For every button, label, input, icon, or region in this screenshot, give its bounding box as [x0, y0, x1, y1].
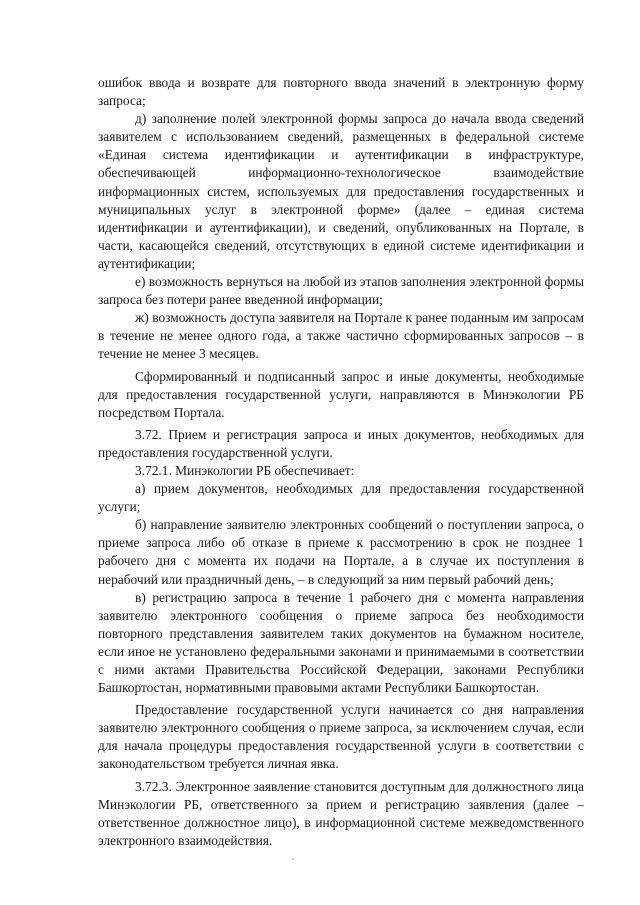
document-body	[98, 74, 584, 850]
paragraph-continuation: ошибок ввода и возврате для повторного ввода значений в электронную форму запроса;	[98, 75, 584, 109]
paragraph-item-a: а) прием документов, необходимых для предоставления государственной услуги;	[98, 481, 584, 515]
scan-speck	[292, 858, 294, 860]
paragraph-item-d: д) заполнение полей электронной формы запроса до начала ввода сведений заявителем с использованием сведений, размещенных в федеральной системе «Единая система идентификации и аутентификации в инфраструктуре, обеспечивающей информационно-технологическое взаимодействие информационных систем, используемых для предоставления государственных и муниципальных услуг в электронной форме» (далее – единая система идентификации и аутентификации), и сведений, опубликованных на Портале, в части, касающейся сведений, отсутствующих в единой системе идентификации и аутентификации;	[98, 111, 584, 271]
paragraph-submission: Сформированный и подписанный запрос и иные документы, необходимые для предоставления государственной услуги, направляются в Минэкологии РБ посредством Портала.	[98, 368, 584, 420]
paragraph-section-3-72-3: 3.72.3. Электронное заявление становится доступным для должностного лица Минэкологии РБ, ответственного за прием и регистрацию заявления (далее – ответственное должностное лицо), в информационной системе межведомственного электронного взаимодействия.	[98, 778, 584, 848]
paragraph-item-e: е) возможность вернуться на любой из этапов заполнения электронной формы запроса без потери ранее введенной информации;	[98, 274, 584, 308]
paragraph-section-3-72: 3.72. Прием и регистрация запроса и иных документов, необходимых для предоставления государственной услуги.	[98, 426, 584, 460]
paragraph-item-zh: ж) возможность доступа заявителя на Портале к ранее поданным им запросам в течение не менее одного года, а также частично сформированных запросов – в течение не менее 3 месяцев.	[98, 310, 584, 362]
paragraph-section-3-72-1: 3.72.1. Минэкологии РБ обеспечивает:	[135, 462, 355, 478]
paragraph-item-b: б) направление заявителю электронных сообщений о поступлении запроса, о приеме запроса либо об отказе в приеме к рассмотрению в срок не позднее 1 рабочего дня с момента их подачи на Портале, а в случае их поступления в нерабочий или праздничный день, – в следующий за ним первый рабочий день;	[98, 517, 584, 587]
paragraph-service-start: Предоставление государственной услуги начинается со дня направления заявителю электронного сообщения о приеме запроса, за исключением случая, если для начала процедуры предоставления государственной услуги в соответствии с законодательством требуется личная явка.	[98, 702, 584, 772]
paragraph-item-v: в) регистрацию запроса в течение 1 рабочего дня с момента направления заявителю электронного сообщения о приеме запроса без необходимости повторного представления заявителем таких документов на бумажном носителе, если иное не установлено федеральными законами и принимаемыми в соответствии с ними актами Правительства Российской Федерации, законами Республики Башкортостан, нормативными правовыми актами Республики Башкортостан.	[98, 589, 584, 696]
